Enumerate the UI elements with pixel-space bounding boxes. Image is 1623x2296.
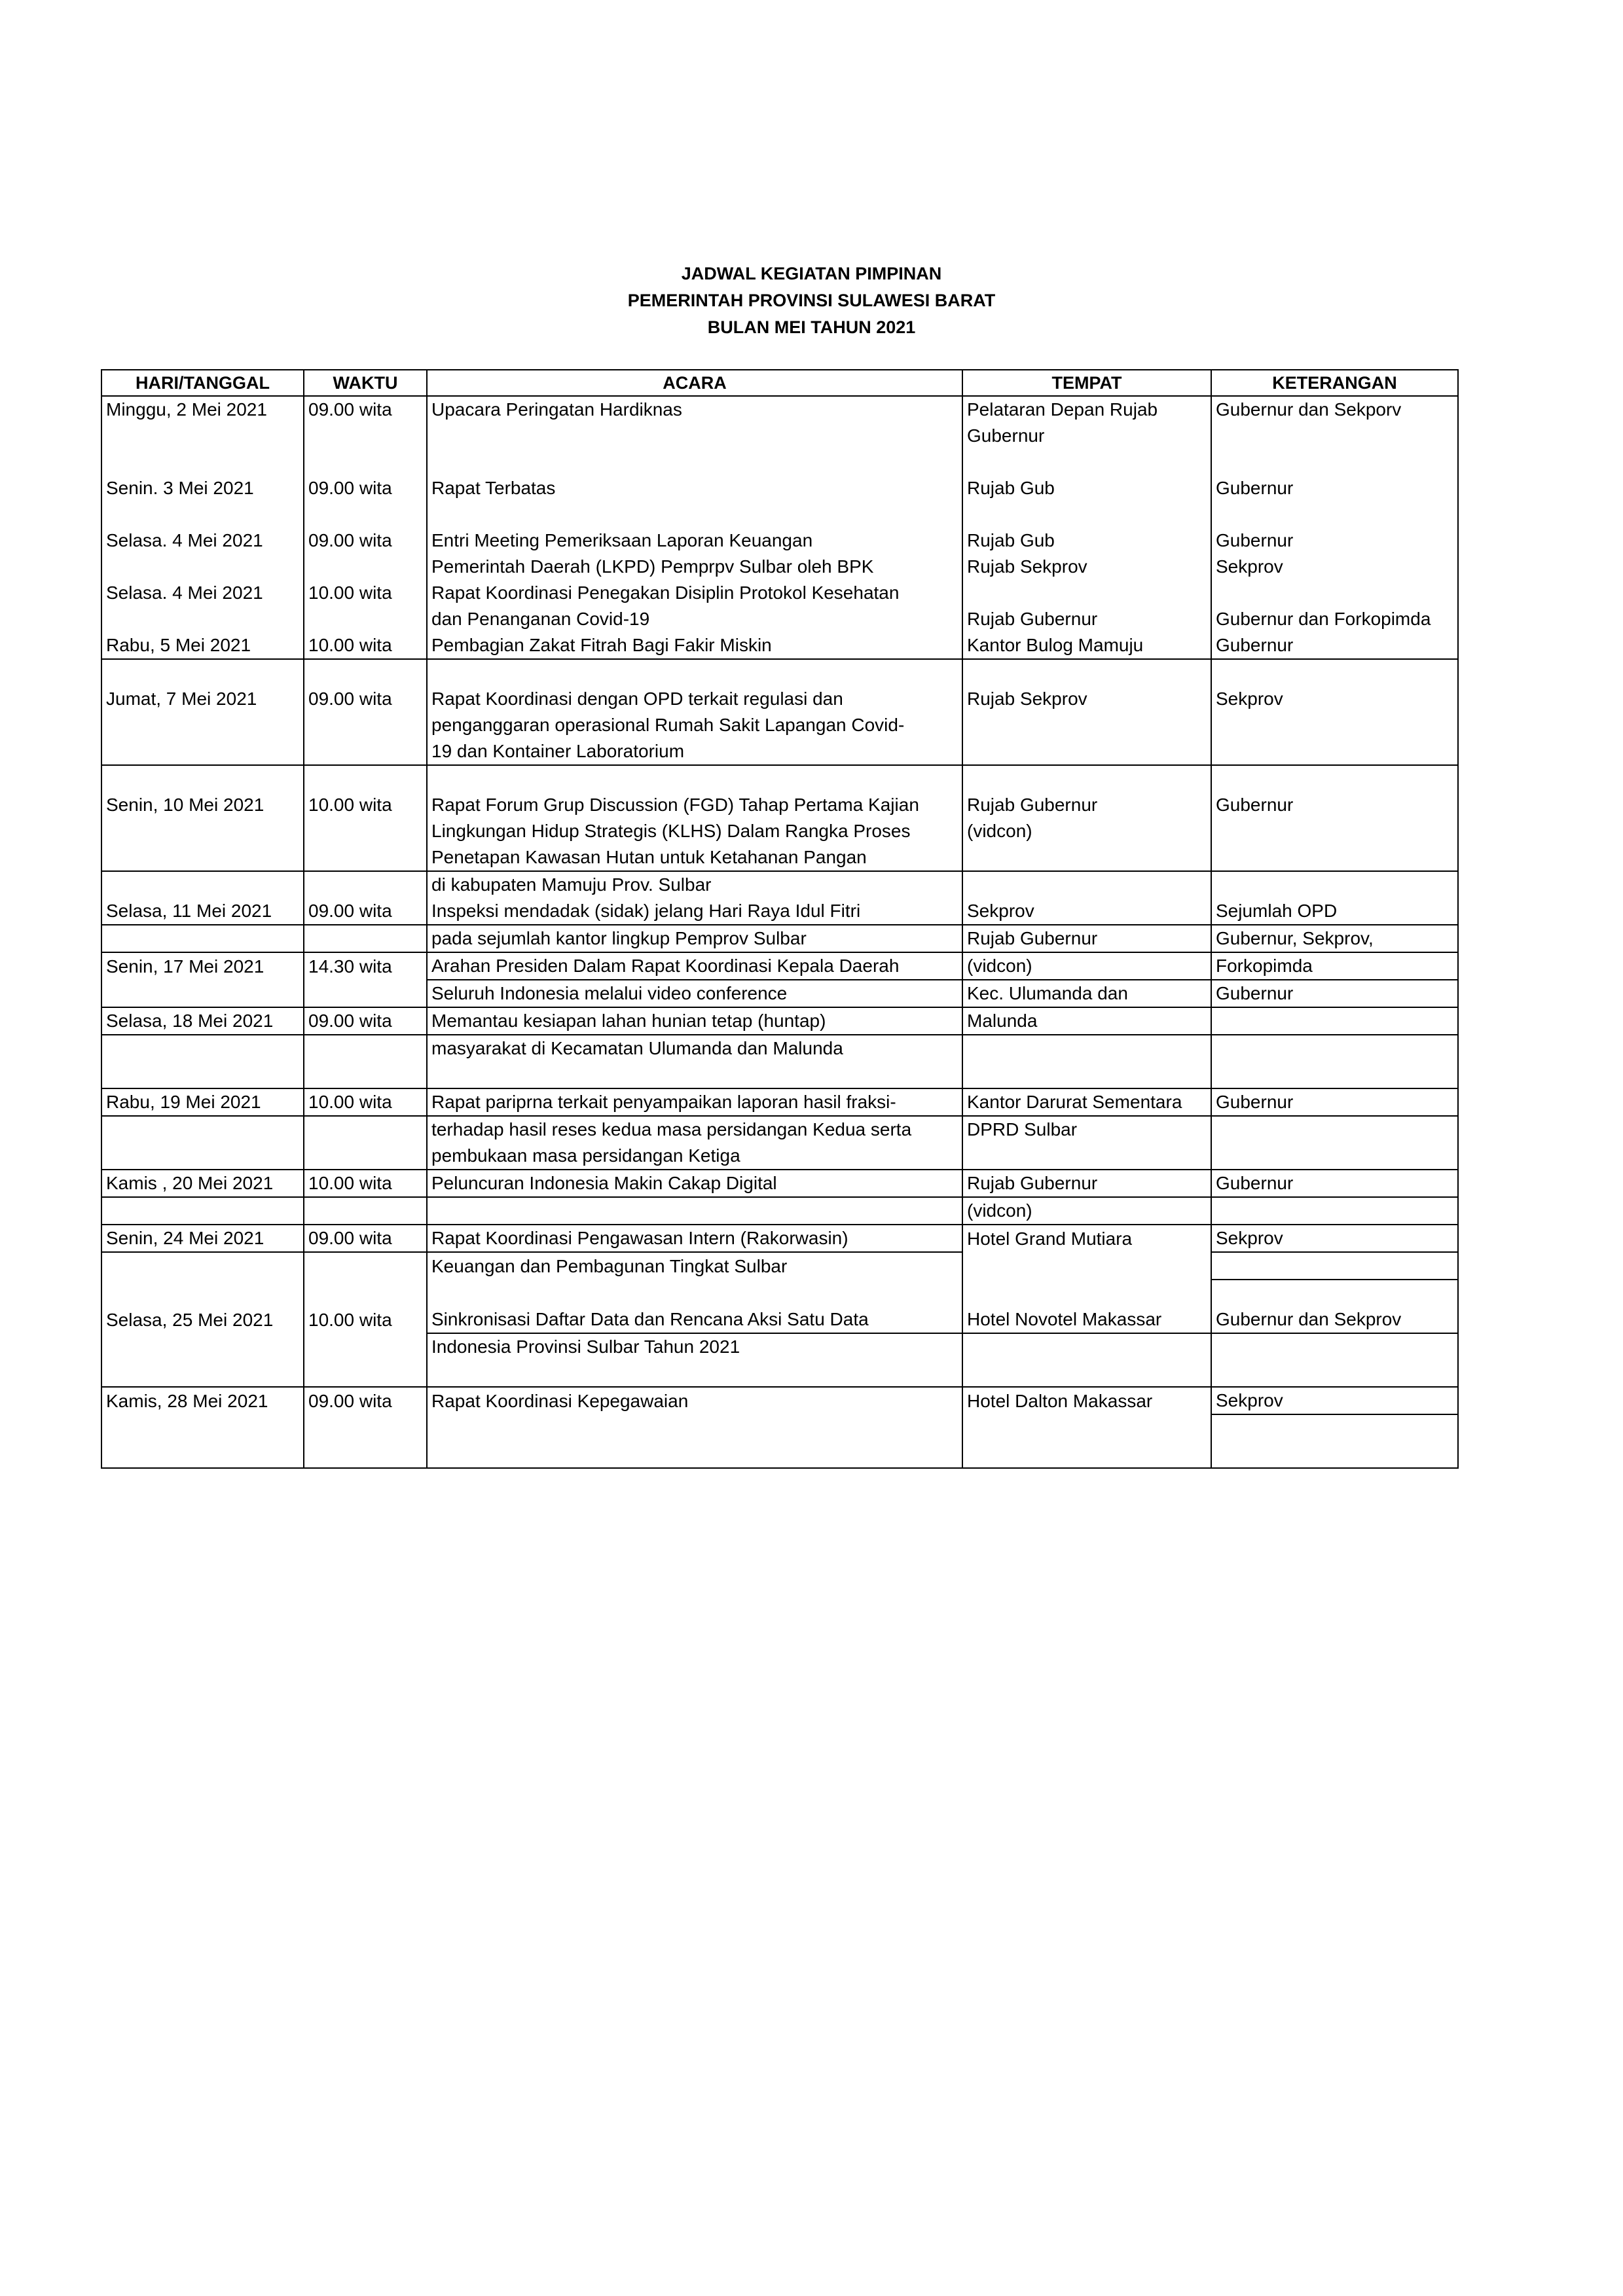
cell-acara — [427, 765, 962, 792]
cell-waktu: 10.00 wita — [304, 632, 427, 659]
cell-hari-tanggal — [101, 818, 304, 844]
title-line-1: JADWAL KEGIATAN PIMPINAN — [681, 264, 942, 283]
cell-tempat: Kec. Ulumanda dan — [962, 980, 1211, 1007]
cell-acara — [427, 1360, 962, 1387]
cell-acara: Upacara Peringatan Hardiknas — [427, 396, 962, 423]
cell-keterangan: Sejumlah OPD — [1211, 898, 1458, 925]
cell-waktu — [304, 1441, 427, 1468]
cell-keterangan — [1211, 423, 1458, 449]
cell-hari-tanggal — [101, 554, 304, 580]
cell-tempat: DPRD Sulbar — [962, 1116, 1211, 1143]
cell-tempat: Rujab Sekprov — [962, 686, 1211, 712]
cell-hari-tanggal — [101, 423, 304, 449]
cell-keterangan: Gubernur — [1211, 528, 1458, 554]
table-row — [101, 475, 1458, 501]
cell-acara — [427, 1062, 962, 1088]
cell-keterangan — [1211, 501, 1458, 528]
table-row — [101, 1088, 1458, 1116]
table-row — [101, 1116, 1458, 1143]
cell-waktu: 09.00 wita — [304, 686, 427, 712]
table-row — [101, 1441, 1458, 1468]
cell-tempat: Pelataran Depan Rujab — [962, 396, 1211, 423]
cell-keterangan: Sekprov — [1211, 686, 1458, 712]
cell-keterangan — [1211, 1280, 1458, 1306]
cell-hari-tanggal — [101, 980, 304, 1007]
cell-tempat — [962, 738, 1211, 765]
cell-hari-tanggal — [101, 1280, 304, 1306]
cell-tempat: Gubernur — [962, 423, 1211, 449]
schedule-table — [101, 369, 1459, 1469]
cell-keterangan — [1211, 580, 1458, 606]
cell-hari-tanggal — [101, 738, 304, 765]
cell-keterangan — [1211, 1360, 1458, 1387]
cell-tempat — [962, 1280, 1211, 1306]
table-row — [101, 925, 1458, 952]
cell-keterangan — [1211, 449, 1458, 475]
cell-hari-tanggal: Selasa, 11 Mei 2021 — [101, 898, 304, 925]
cell-tempat: (vidcon) — [962, 1197, 1211, 1225]
cell-acara: Pembagian Zakat Fitrah Bagi Fakir Miskin — [427, 632, 962, 659]
cell-keterangan: Gubernur dan Forkopimda — [1211, 606, 1458, 632]
table-row — [101, 792, 1458, 818]
table-row — [101, 632, 1458, 659]
table-row — [101, 580, 1458, 606]
cell-keterangan — [1211, 765, 1458, 792]
cell-keterangan — [1211, 1062, 1458, 1088]
cell-tempat: Rujab Gub — [962, 528, 1211, 554]
cell-hari-tanggal — [101, 1252, 304, 1280]
cell-hari-tanggal — [101, 1116, 304, 1143]
cell-tempat — [962, 1333, 1211, 1360]
cell-tempat: Rujab Gubernur — [962, 606, 1211, 632]
cell-hari-tanggal: Senin, 17 Mei 2021 — [101, 952, 304, 980]
cell-hari-tanggal: Kamis, 28 Mei 2021 — [101, 1387, 304, 1414]
cell-waktu — [304, 765, 427, 792]
cell-tempat — [962, 1360, 1211, 1387]
table-row — [101, 1170, 1458, 1197]
cell-tempat — [962, 1441, 1211, 1468]
cell-keterangan: Gubernur dan Sekprov — [1211, 1306, 1458, 1333]
table-row — [101, 501, 1458, 528]
cell-acara: Keuangan dan Pembagunan Tingkat Sulbar — [427, 1252, 962, 1280]
cell-hari-tanggal — [101, 1414, 304, 1441]
cell-acara: Rapat Koordinasi dengan OPD terkait regulasi dan — [427, 686, 962, 712]
cell-waktu: 10.00 wita — [304, 1306, 427, 1333]
cell-keterangan: Sekprov — [1211, 1387, 1458, 1414]
cell-hari-tanggal — [101, 1360, 304, 1387]
cell-waktu — [304, 1143, 427, 1170]
table-row — [101, 686, 1458, 712]
cell-hari-tanggal — [101, 1062, 304, 1088]
cell-keterangan — [1211, 871, 1458, 898]
cell-hari-tanggal: Selasa, 18 Mei 2021 — [101, 1007, 304, 1035]
title-line-2: PEMERINTAH PROVINSI SULAWESI BARAT — [627, 291, 996, 310]
table-row — [101, 765, 1458, 792]
cell-hari-tanggal — [101, 1035, 304, 1062]
header-acara: ACARA — [427, 370, 962, 396]
cell-waktu — [304, 423, 427, 449]
table-row — [101, 1387, 1458, 1414]
cell-keterangan — [1211, 1441, 1458, 1468]
cell-waktu — [304, 1360, 427, 1387]
cell-hari-tanggal — [101, 871, 304, 898]
cell-acara: pembukaan masa persidangan Ketiga — [427, 1143, 962, 1170]
cell-hari-tanggal — [101, 1333, 304, 1360]
cell-acara: masyarakat di Kecamatan Ulumanda dan Malunda — [427, 1035, 962, 1062]
cell-waktu — [304, 871, 427, 898]
cell-waktu — [304, 712, 427, 738]
cell-waktu: 10.00 wita — [304, 1170, 427, 1197]
cell-acara: Rapat Koordinasi Kepegawaian — [427, 1387, 962, 1414]
cell-tempat: Sekprov — [962, 898, 1211, 925]
cell-hari-tanggal — [101, 712, 304, 738]
cell-acara: Rapat pariprna terkait penyampaikan laporan hasil fraksi- — [427, 1088, 962, 1116]
table-body — [101, 396, 1458, 1468]
cell-tempat — [962, 844, 1211, 871]
cell-tempat — [962, 580, 1211, 606]
cell-tempat — [962, 871, 1211, 898]
cell-keterangan — [1211, 1414, 1458, 1441]
table-row — [101, 980, 1458, 1007]
cell-acara — [427, 1197, 962, 1225]
cell-acara: Rapat Koordinasi Penegakan Disiplin Protokol Kesehatan — [427, 580, 962, 606]
cell-keterangan: Gubernur — [1211, 792, 1458, 818]
table-row — [101, 1333, 1458, 1360]
cell-acara: penganggaran operasional Rumah Sakit Lapangan Covid- — [427, 712, 962, 738]
cell-acara: Arahan Presiden Dalam Rapat Koordinasi Kepala Daerah — [427, 952, 962, 980]
cell-keterangan: Gubernur, Sekprov, — [1211, 925, 1458, 952]
cell-keterangan — [1211, 712, 1458, 738]
cell-acara — [427, 501, 962, 528]
cell-keterangan: Sekprov — [1211, 554, 1458, 580]
table-row — [101, 1414, 1458, 1441]
cell-tempat: Hotel Novotel Makassar — [962, 1306, 1211, 1333]
cell-acara: Rapat Terbatas — [427, 475, 962, 501]
cell-acara — [427, 423, 962, 449]
cell-acara: Pemerintah Daerah (LKPD) Pemprpv Sulbar oleh BPK — [427, 554, 962, 580]
cell-tempat: (vidcon) — [962, 952, 1211, 980]
cell-tempat: Rujab Gubernur — [962, 1170, 1211, 1197]
cell-hari-tanggal: Kamis , 20 Mei 2021 — [101, 1170, 304, 1197]
cell-waktu — [304, 818, 427, 844]
cell-tempat: Rujab Gubernur — [962, 792, 1211, 818]
table-row — [101, 554, 1458, 580]
cell-tempat — [962, 1035, 1211, 1062]
table-row — [101, 1143, 1458, 1170]
cell-keterangan: Sekprov — [1211, 1225, 1458, 1252]
cell-keterangan — [1211, 1035, 1458, 1062]
cell-keterangan: Gubernur — [1211, 632, 1458, 659]
cell-hari-tanggal: Selasa. 4 Mei 2021 — [101, 528, 304, 554]
cell-tempat — [962, 659, 1211, 686]
cell-acara: Seluruh Indonesia melalui video conference — [427, 980, 962, 1007]
table-row — [101, 1360, 1458, 1387]
cell-waktu — [304, 1280, 427, 1306]
cell-acara: terhadap hasil reses kedua masa persidangan Kedua serta — [427, 1116, 962, 1143]
table-row — [101, 712, 1458, 738]
table-row — [101, 871, 1458, 898]
cell-hari-tanggal — [101, 1441, 304, 1468]
cell-acara — [427, 1414, 962, 1441]
table-row — [101, 818, 1458, 844]
cell-keterangan: Gubernur — [1211, 980, 1458, 1007]
cell-keterangan: Forkopimda — [1211, 952, 1458, 980]
cell-hari-tanggal: Senin, 10 Mei 2021 — [101, 792, 304, 818]
cell-waktu — [304, 554, 427, 580]
cell-hari-tanggal — [101, 925, 304, 952]
cell-hari-tanggal — [101, 501, 304, 528]
table-row — [101, 1035, 1458, 1062]
cell-acara: Inspeksi mendadak (sidak) jelang Hari Raya Idul Fitri — [427, 898, 962, 925]
table-row — [101, 1007, 1458, 1035]
table-row — [101, 1197, 1458, 1225]
cell-keterangan: Gubernur — [1211, 1170, 1458, 1197]
table-row — [101, 528, 1458, 554]
header-keterangan: KETERANGAN — [1211, 370, 1458, 396]
cell-waktu: 09.00 wita — [304, 1225, 427, 1252]
table-row — [101, 606, 1458, 632]
cell-hari-tanggal: Rabu, 19 Mei 2021 — [101, 1088, 304, 1116]
cell-hari-tanggal — [101, 606, 304, 632]
cell-acara: Rapat Koordinasi Pengawasan Intern (Rakorwasin) — [427, 1225, 962, 1252]
cell-acara: dan Penanganan Covid-19 — [427, 606, 962, 632]
cell-waktu: 09.00 wita — [304, 898, 427, 925]
cell-waktu — [304, 501, 427, 528]
cell-keterangan — [1211, 1116, 1458, 1143]
cell-tempat: Kantor Bulog Mamuju — [962, 632, 1211, 659]
cell-keterangan — [1211, 818, 1458, 844]
cell-keterangan — [1211, 844, 1458, 871]
cell-tempat — [962, 501, 1211, 528]
cell-tempat — [962, 712, 1211, 738]
cell-waktu — [304, 1035, 427, 1062]
table-row — [101, 449, 1458, 475]
table-row — [101, 1280, 1458, 1306]
table-row — [101, 423, 1458, 449]
cell-acara: Indonesia Provinsi Sulbar Tahun 2021 — [427, 1333, 962, 1360]
cell-waktu: 09.00 wita — [304, 1007, 427, 1035]
table-row — [101, 1062, 1458, 1088]
cell-hari-tanggal: Jumat, 7 Mei 2021 — [101, 686, 304, 712]
cell-keterangan: Gubernur — [1211, 475, 1458, 501]
cell-acara: Penetapan Kawasan Hutan untuk Ketahanan Pangan — [427, 844, 962, 871]
cell-acara: Entri Meeting Pemeriksaan Laporan Keuangan — [427, 528, 962, 554]
cell-waktu: 10.00 wita — [304, 792, 427, 818]
header-hari-tanggal: HARI/TANGGAL — [101, 370, 304, 396]
cell-tempat: Rujab Gub — [962, 475, 1211, 501]
cell-tempat: Hotel Dalton Makassar — [962, 1387, 1211, 1414]
cell-waktu — [304, 659, 427, 686]
cell-hari-tanggal: Rabu, 5 Mei 2021 — [101, 632, 304, 659]
cell-tempat — [962, 1252, 1211, 1280]
cell-tempat: Hotel Grand Mutiara — [962, 1225, 1211, 1252]
cell-waktu — [304, 738, 427, 765]
cell-acara: Memantau kesiapan lahan hunian tetap (huntap) — [427, 1007, 962, 1035]
cell-waktu — [304, 1333, 427, 1360]
table-row — [101, 952, 1458, 980]
cell-acara — [427, 659, 962, 686]
cell-keterangan — [1211, 738, 1458, 765]
cell-acara: 19 dan Kontainer Laboratorium — [427, 738, 962, 765]
cell-keterangan — [1211, 1197, 1458, 1225]
cell-tempat — [962, 765, 1211, 792]
cell-tempat — [962, 1414, 1211, 1441]
cell-waktu — [304, 1062, 427, 1088]
cell-tempat: Rujab Sekprov — [962, 554, 1211, 580]
cell-hari-tanggal: Senin, 24 Mei 2021 — [101, 1225, 304, 1252]
cell-acara: Lingkungan Hidup Strategis (KLHS) Dalam Rangka Proses — [427, 818, 962, 844]
cell-acara — [427, 1280, 962, 1306]
table-row — [101, 1252, 1458, 1280]
cell-tempat — [962, 449, 1211, 475]
cell-hari-tanggal — [101, 449, 304, 475]
title-line-3: BULAN MEI TAHUN 2021 — [707, 317, 916, 337]
cell-keterangan: Gubernur dan Sekporv — [1211, 396, 1458, 423]
document-title — [0, 260, 1623, 341]
table-header-row — [101, 370, 1458, 396]
cell-hari-tanggal — [101, 765, 304, 792]
cell-hari-tanggal: Minggu, 2 Mei 2021 — [101, 396, 304, 423]
cell-hari-tanggal — [101, 1197, 304, 1225]
cell-keterangan — [1211, 659, 1458, 686]
cell-acara: Rapat Forum Grup Discussion (FGD) Tahap Pertama Kajian — [427, 792, 962, 818]
cell-hari-tanggal: Selasa, 25 Mei 2021 — [101, 1306, 304, 1333]
cell-acara: Peluncuran Indonesia Makin Cakap Digital — [427, 1170, 962, 1197]
table-row — [101, 738, 1458, 765]
cell-hari-tanggal — [101, 1143, 304, 1170]
cell-waktu — [304, 925, 427, 952]
cell-waktu: 09.00 wita — [304, 396, 427, 423]
cell-acara: pada sejumlah kantor lingkup Pemprov Sulbar — [427, 925, 962, 952]
cell-waktu — [304, 1197, 427, 1225]
cell-tempat: (vidcon) — [962, 818, 1211, 844]
header-waktu: WAKTU — [304, 370, 427, 396]
table-row — [101, 844, 1458, 871]
cell-tempat: Kantor Darurat Sementara — [962, 1088, 1211, 1116]
cell-acara — [427, 449, 962, 475]
cell-waktu — [304, 980, 427, 1007]
cell-tempat: Rujab Gubernur — [962, 925, 1211, 952]
table-row — [101, 1225, 1458, 1252]
cell-tempat — [962, 1062, 1211, 1088]
cell-waktu — [304, 1252, 427, 1280]
cell-waktu: 10.00 wita — [304, 580, 427, 606]
cell-waktu — [304, 1414, 427, 1441]
cell-waktu — [304, 1116, 427, 1143]
cell-waktu — [304, 844, 427, 871]
cell-waktu — [304, 449, 427, 475]
table-row — [101, 898, 1458, 925]
cell-hari-tanggal: Senin. 3 Mei 2021 — [101, 475, 304, 501]
cell-acara — [427, 1441, 962, 1468]
cell-acara: di kabupaten Mamuju Prov. Sulbar — [427, 871, 962, 898]
cell-acara: Sinkronisasi Daftar Data dan Rencana Aksi Satu Data — [427, 1306, 962, 1333]
header-tempat: TEMPAT — [962, 370, 1211, 396]
cell-hari-tanggal — [101, 844, 304, 871]
cell-waktu: 09.00 wita — [304, 475, 427, 501]
cell-waktu — [304, 606, 427, 632]
table-row — [101, 1306, 1458, 1333]
cell-tempat — [962, 1143, 1211, 1170]
cell-waktu: 09.00 wita — [304, 528, 427, 554]
cell-keterangan — [1211, 1333, 1458, 1360]
cell-hari-tanggal — [101, 659, 304, 686]
cell-keterangan — [1211, 1143, 1458, 1170]
cell-waktu: 10.00 wita — [304, 1088, 427, 1116]
cell-keterangan: Gubernur — [1211, 1088, 1458, 1116]
table-row — [101, 659, 1458, 686]
table-row — [101, 396, 1458, 423]
cell-keterangan — [1211, 1007, 1458, 1035]
cell-tempat: Malunda — [962, 1007, 1211, 1035]
cell-keterangan — [1211, 1252, 1458, 1280]
cell-waktu: 14.30 wita — [304, 952, 427, 980]
cell-hari-tanggal: Selasa. 4 Mei 2021 — [101, 580, 304, 606]
cell-waktu: 09.00 wita — [304, 1387, 427, 1414]
